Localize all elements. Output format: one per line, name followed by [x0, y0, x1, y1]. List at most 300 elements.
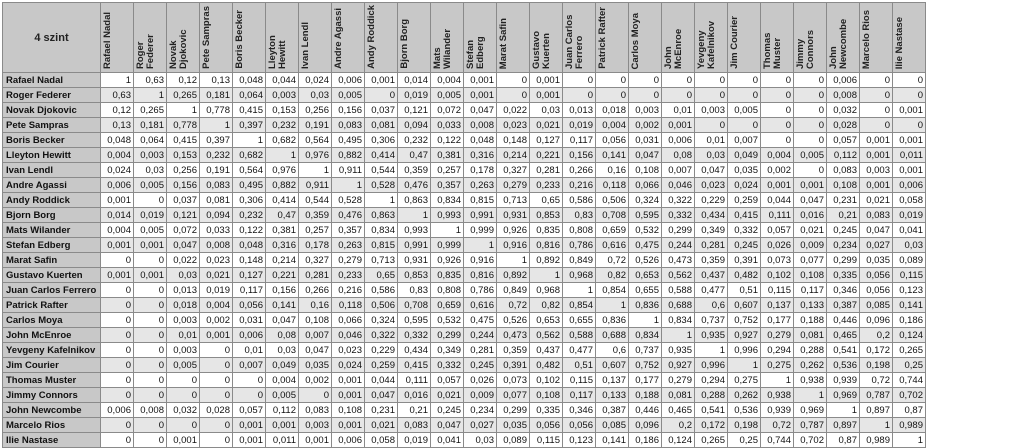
table-cell: 0 — [893, 118, 926, 133]
table-title: 4 szint — [3, 3, 101, 73]
table-cell: 0,835 — [431, 268, 464, 283]
table-cell: 0,854 — [596, 283, 629, 298]
table-cell: 0,021 — [431, 388, 464, 403]
table-cell: 0,005 — [794, 148, 827, 163]
table-cell: 0,03 — [167, 268, 200, 283]
table-cell: 0,335 — [530, 403, 563, 418]
table-cell: 0,279 — [662, 373, 695, 388]
table-cell: 0,181 — [200, 88, 233, 103]
table-cell: 0 — [893, 73, 926, 88]
table-cell: 0,916 — [497, 238, 530, 253]
table-cell: 1 — [431, 223, 464, 238]
table-cell: 0,137 — [761, 298, 794, 313]
table-cell: 0,057 — [431, 373, 464, 388]
column-header — [596, 3, 629, 73]
table-row — [3, 208, 926, 223]
table-cell: 0,108 — [827, 178, 860, 193]
table-cell: 0,021 — [530, 118, 563, 133]
table-cell: 0,032 — [167, 403, 200, 418]
column-header — [497, 3, 530, 73]
table-cell: 0,976 — [299, 148, 332, 163]
table-cell: 0,047 — [431, 418, 464, 433]
table-cell: 0,001 — [893, 163, 926, 178]
table-row — [3, 358, 926, 373]
column-header-label: Roger Federer — [135, 34, 156, 69]
table-cell: 0,141 — [596, 433, 629, 448]
table-cell: 0,001 — [332, 418, 365, 433]
column-header — [233, 3, 266, 73]
table-cell: 0,089 — [497, 433, 530, 448]
column-header — [530, 3, 563, 73]
table-cell: 1 — [233, 133, 266, 148]
table-cell: 0,437 — [695, 268, 728, 283]
table-cell: 0,191 — [200, 163, 233, 178]
table-cell: 0,853 — [398, 268, 431, 283]
table-cell: 0,001 — [761, 178, 794, 193]
table-cell: 0,023 — [497, 118, 530, 133]
row-header: Thomas Muster — [3, 373, 101, 388]
table-cell: 0,072 — [431, 103, 464, 118]
table-row — [3, 178, 926, 193]
table-cell: 0,002 — [629, 118, 662, 133]
table-cell: 0,834 — [662, 313, 695, 328]
matrix-body — [3, 73, 926, 448]
table-cell: 0,035 — [299, 358, 332, 373]
table-cell: 1 — [695, 343, 728, 358]
table-cell: 0 — [134, 328, 167, 343]
table-cell: 0,616 — [596, 238, 629, 253]
table-cell: 0,12 — [167, 73, 200, 88]
table-row — [3, 343, 926, 358]
column-header — [398, 3, 431, 73]
table-cell: 0,299 — [662, 223, 695, 238]
table-cell: 0,003 — [167, 313, 200, 328]
table-cell: 0,124 — [893, 328, 926, 343]
table-cell: 0,234 — [464, 403, 497, 418]
table-cell: 0,359 — [398, 163, 431, 178]
table-cell: 0,03 — [893, 238, 926, 253]
table-cell: 0,279 — [497, 178, 530, 193]
table-cell: 1 — [365, 193, 398, 208]
table-cell: 0 — [134, 298, 167, 313]
row-header: Marcelo Rios — [3, 418, 101, 433]
table-cell: 0,477 — [695, 283, 728, 298]
table-row — [3, 298, 926, 313]
table-cell: 0,024 — [728, 178, 761, 193]
table-row — [3, 403, 926, 418]
table-cell: 0,473 — [662, 253, 695, 268]
column-header — [365, 3, 398, 73]
table-cell: 0,033 — [431, 118, 464, 133]
table-cell: 0,281 — [464, 343, 497, 358]
table-cell: 0,122 — [233, 223, 266, 238]
table-cell: 0,294 — [695, 373, 728, 388]
table-cell: 0,815 — [365, 238, 398, 253]
table-row — [3, 373, 926, 388]
table-cell: 1 — [464, 238, 497, 253]
table-cell: 0,186 — [629, 433, 662, 448]
table-cell: 0,279 — [761, 328, 794, 343]
table-cell: 0,108 — [332, 403, 365, 418]
table-cell: 0,702 — [893, 388, 926, 403]
table-cell: 0,048 — [233, 238, 266, 253]
table-cell: 0,073 — [497, 373, 530, 388]
row-header: Ivan Lendl — [3, 163, 101, 178]
table-cell: 0,911 — [332, 163, 365, 178]
table-cell: 1 — [266, 148, 299, 163]
table-cell: 0,993 — [431, 208, 464, 223]
table-cell: 0,083 — [827, 163, 860, 178]
table-cell: 0 — [662, 73, 695, 88]
table-cell: 0,117 — [794, 283, 827, 298]
table-cell: 0,87 — [827, 433, 860, 448]
table-cell: 0,564 — [233, 163, 266, 178]
table-cell: 0,996 — [695, 358, 728, 373]
table-cell: 0,048 — [101, 133, 134, 148]
table-cell: 0,191 — [299, 118, 332, 133]
table-cell: 0,786 — [464, 283, 497, 298]
table-cell: 0,188 — [629, 388, 662, 403]
table-row — [3, 193, 926, 208]
table-cell: 0,006 — [662, 133, 695, 148]
table-row — [3, 73, 926, 88]
table-cell: 0,257 — [431, 163, 464, 178]
table-cell: 0,186 — [893, 313, 926, 328]
table-cell: 0,528 — [332, 193, 365, 208]
table-cell: 0,005 — [167, 358, 200, 373]
table-cell: 0,863 — [365, 208, 398, 223]
table-cell: 0,03 — [530, 103, 563, 118]
table-cell: 0,381 — [266, 223, 299, 238]
table-cell: 0,047 — [266, 313, 299, 328]
table-cell: 0,991 — [464, 208, 497, 223]
column-header-label: Patrick Rafter — [597, 7, 608, 69]
table-cell: 0,035 — [728, 163, 761, 178]
table-cell: 0,752 — [728, 313, 761, 328]
table-cell: 0,655 — [629, 283, 662, 298]
table-cell: 0 — [200, 358, 233, 373]
table-cell: 0,007 — [662, 163, 695, 178]
table-cell: 0 — [233, 373, 266, 388]
table-cell: 0,787 — [860, 388, 893, 403]
table-cell: 0,528 — [365, 178, 398, 193]
table-cell: 0,001 — [101, 238, 134, 253]
table-cell: 0,993 — [398, 223, 431, 238]
table-cell: 0,083 — [398, 418, 431, 433]
table-cell: 0 — [497, 88, 530, 103]
table-cell: 0 — [233, 388, 266, 403]
table-cell: 0,007 — [233, 358, 266, 373]
table-cell: 0,586 — [563, 193, 596, 208]
table-cell: 0,003 — [860, 163, 893, 178]
column-header — [794, 3, 827, 73]
table-cell: 0,72 — [761, 418, 794, 433]
table-cell: 0,815 — [464, 193, 497, 208]
table-cell: 0,232 — [200, 148, 233, 163]
table-cell: 0,044 — [761, 193, 794, 208]
table-cell: 0,397 — [200, 133, 233, 148]
table-cell: 0,229 — [695, 193, 728, 208]
table-cell: 0,001 — [860, 133, 893, 148]
table-cell: 0,437 — [530, 343, 563, 358]
row-header: Jimmy Connors — [3, 388, 101, 403]
column-header — [662, 3, 695, 73]
table-cell: 0,349 — [695, 223, 728, 238]
table-cell: 0,476 — [332, 208, 365, 223]
table-cell: 0,001 — [101, 193, 134, 208]
table-cell: 0,141 — [596, 148, 629, 163]
table-cell: 0,004 — [101, 148, 134, 163]
row-header: Bjorn Borg — [3, 208, 101, 223]
table-cell: 0,332 — [431, 358, 464, 373]
table-cell: 0,013 — [563, 103, 596, 118]
table-cell: 0,031 — [233, 313, 266, 328]
table-cell: 0,004 — [596, 118, 629, 133]
table-cell: 0,324 — [365, 313, 398, 328]
table-cell: 0,927 — [662, 358, 695, 373]
table-cell: 0,13 — [101, 118, 134, 133]
column-header-label: Yevgeny Kafelnikov — [696, 20, 717, 69]
table-cell: 0,586 — [365, 283, 398, 298]
table-cell: 0,229 — [365, 343, 398, 358]
table-cell: 0,089 — [893, 253, 926, 268]
table-cell: 0,245 — [728, 238, 761, 253]
table-cell: 0,004 — [761, 148, 794, 163]
table-cell: 0,616 — [464, 298, 497, 313]
table-cell: 0,262 — [794, 358, 827, 373]
column-header-label: Carlos Moya — [630, 12, 641, 69]
table-cell: 0,077 — [794, 253, 827, 268]
table-cell: 0,82 — [530, 298, 563, 313]
table-cell: 0,005 — [728, 103, 761, 118]
table-cell: 0,001 — [464, 73, 497, 88]
table-cell: 0,221 — [266, 268, 299, 283]
table-cell: 0 — [134, 253, 167, 268]
table-cell: 1 — [563, 283, 596, 298]
table-cell: 0,12 — [101, 103, 134, 118]
column-header-label: John Newcombe — [828, 18, 849, 69]
row-header: Rafael Nadal — [3, 73, 101, 88]
table-cell: 0,47 — [266, 208, 299, 223]
table-cell: 0,083 — [860, 208, 893, 223]
table-cell: 0,002 — [299, 373, 332, 388]
table-cell: 0 — [860, 73, 893, 88]
row-header: Jim Courier — [3, 358, 101, 373]
table-cell: 0,897 — [827, 418, 860, 433]
column-header — [728, 3, 761, 73]
table-cell: 0,892 — [530, 253, 563, 268]
table-cell: 0,999 — [464, 223, 497, 238]
column-header — [299, 3, 332, 73]
table-cell: 0,299 — [827, 253, 860, 268]
table-cell: 0,357 — [332, 223, 365, 238]
table-cell: 0,047 — [695, 163, 728, 178]
table-cell: 0,057 — [761, 223, 794, 238]
table-cell: 0,926 — [431, 253, 464, 268]
table-cell: 0,046 — [332, 328, 365, 343]
table-cell: 0,024 — [299, 73, 332, 88]
table-cell: 0,056 — [563, 418, 596, 433]
table-cell: 0,019 — [134, 208, 167, 223]
table-cell: 0,123 — [563, 433, 596, 448]
table-cell: 0,008 — [827, 88, 860, 103]
table-cell: 0 — [662, 88, 695, 103]
table-cell: 0,115 — [530, 433, 563, 448]
table-cell: 0,702 — [794, 433, 827, 448]
table-cell: 0,03 — [464, 433, 497, 448]
table-cell: 0,041 — [893, 223, 926, 238]
table-cell: 0,127 — [530, 133, 563, 148]
table-cell: 0,708 — [398, 298, 431, 313]
table-cell: 0 — [134, 373, 167, 388]
table-cell: 0 — [299, 388, 332, 403]
table-cell: 0 — [101, 343, 134, 358]
table-cell: 0,346 — [563, 403, 596, 418]
table-cell: 0,021 — [794, 223, 827, 238]
table-cell: 0,275 — [761, 358, 794, 373]
table-cell: 0,016 — [794, 208, 827, 223]
column-header — [695, 3, 728, 73]
row-header: Ilie Nastase — [3, 433, 101, 448]
table-cell: 0,005 — [431, 88, 464, 103]
table-cell: 0 — [134, 313, 167, 328]
table-cell: 0,588 — [563, 328, 596, 343]
table-cell: 0,002 — [200, 313, 233, 328]
table-cell: 0,482 — [728, 268, 761, 283]
table-cell: 0,778 — [200, 103, 233, 118]
column-header — [266, 3, 299, 73]
table-cell: 0,03 — [266, 343, 299, 358]
table-cell: 0,023 — [695, 178, 728, 193]
table-cell: 0,939 — [761, 403, 794, 418]
table-cell: 0,014 — [398, 73, 431, 88]
table-cell: 0,21 — [827, 208, 860, 223]
table-cell: 0,037 — [365, 103, 398, 118]
table-cell: 0 — [200, 418, 233, 433]
column-header — [431, 3, 464, 73]
table-cell: 0,752 — [629, 358, 662, 373]
table-cell: 0,01 — [167, 328, 200, 343]
table-cell: 0,058 — [365, 433, 398, 448]
table-cell: 0,001 — [794, 178, 827, 193]
table-cell: 0 — [596, 73, 629, 88]
table-cell: 0,001 — [233, 418, 266, 433]
table-cell: 0 — [860, 88, 893, 103]
table-cell: 1 — [794, 388, 827, 403]
table-row — [3, 388, 926, 403]
table-cell: 0 — [101, 283, 134, 298]
column-header-label: Jimmy Connors — [795, 29, 816, 69]
table-cell: 0,178 — [299, 238, 332, 253]
row-header: Carlos Moya — [3, 313, 101, 328]
table-row — [3, 238, 926, 253]
row-header: John Newcombe — [3, 403, 101, 418]
table-cell: 0,01 — [662, 103, 695, 118]
table-cell: 0,108 — [299, 313, 332, 328]
table-cell: 0,391 — [728, 253, 761, 268]
table-cell: 0,156 — [563, 148, 596, 163]
row-header: John McEnroe — [3, 328, 101, 343]
column-header — [134, 3, 167, 73]
table-cell: 0,047 — [794, 193, 827, 208]
table-cell: 0,117 — [563, 388, 596, 403]
table-cell: 0,259 — [365, 358, 398, 373]
table-cell: 1 — [761, 373, 794, 388]
table-cell: 0,01 — [233, 343, 266, 358]
table-row — [3, 433, 926, 448]
table-cell: 0,834 — [365, 223, 398, 238]
column-header-label: Andy Roddick — [366, 5, 377, 69]
table-cell: 0,391 — [497, 358, 530, 373]
table-cell: 0,541 — [695, 403, 728, 418]
column-header-label: Bjorn Borg — [399, 19, 410, 69]
table-cell: 0,031 — [629, 133, 662, 148]
table-cell: 0,001 — [530, 88, 563, 103]
table-cell: 0,083 — [200, 178, 233, 193]
table-cell: 0,133 — [794, 298, 827, 313]
table-cell: 0,744 — [761, 433, 794, 448]
table-cell: 0,257 — [299, 223, 332, 238]
table-cell: 0,018 — [596, 103, 629, 118]
table-cell: 0,121 — [398, 103, 431, 118]
table-row — [3, 268, 926, 283]
table-cell: 0,172 — [695, 418, 728, 433]
table-cell: 0,259 — [728, 193, 761, 208]
table-cell: 0,177 — [761, 313, 794, 328]
table-cell: 0 — [167, 418, 200, 433]
table-cell: 0,137 — [596, 373, 629, 388]
table-cell: 0,111 — [398, 373, 431, 388]
table-cell: 0,006 — [233, 328, 266, 343]
table-cell: 0,001 — [167, 433, 200, 448]
table-cell: 0,446 — [629, 403, 662, 418]
table-cell: 0 — [695, 118, 728, 133]
table-cell: 0,473 — [497, 328, 530, 343]
table-cell: 1 — [398, 208, 431, 223]
table-cell: 0,544 — [365, 163, 398, 178]
table-cell: 0,653 — [629, 268, 662, 283]
table-cell: 0,001 — [893, 103, 926, 118]
table-cell: 0,049 — [728, 148, 761, 163]
table-cell: 0,001 — [365, 73, 398, 88]
table-cell: 0 — [596, 88, 629, 103]
table-cell: 0,001 — [134, 238, 167, 253]
table-cell: 0 — [893, 88, 926, 103]
table-cell: 0,047 — [464, 103, 497, 118]
row-header: Mats Wilander — [3, 223, 101, 238]
table-cell: 0,117 — [563, 133, 596, 148]
table-cell: 0,006 — [827, 73, 860, 88]
table-cell: 1 — [134, 88, 167, 103]
table-cell: 0,477 — [563, 343, 596, 358]
table-cell: 0,737 — [695, 313, 728, 328]
table-cell: 0,688 — [596, 328, 629, 343]
table-cell: 0,047 — [167, 238, 200, 253]
table-cell: 0,744 — [893, 373, 926, 388]
table-cell: 0,081 — [662, 388, 695, 403]
table-cell: 0,882 — [266, 178, 299, 193]
table-cell: 0,027 — [464, 418, 497, 433]
table-row — [3, 313, 926, 328]
table-row — [3, 253, 926, 268]
table-cell: 0,035 — [860, 253, 893, 268]
table-cell: 0,006 — [101, 178, 134, 193]
table-cell: 0,156 — [266, 283, 299, 298]
table-cell: 0,25 — [728, 433, 761, 448]
column-header-label: Marcelo Rios — [861, 9, 872, 69]
column-header-label: Gustavo Kuerten — [531, 30, 552, 69]
row-header: Patrick Rafter — [3, 298, 101, 313]
